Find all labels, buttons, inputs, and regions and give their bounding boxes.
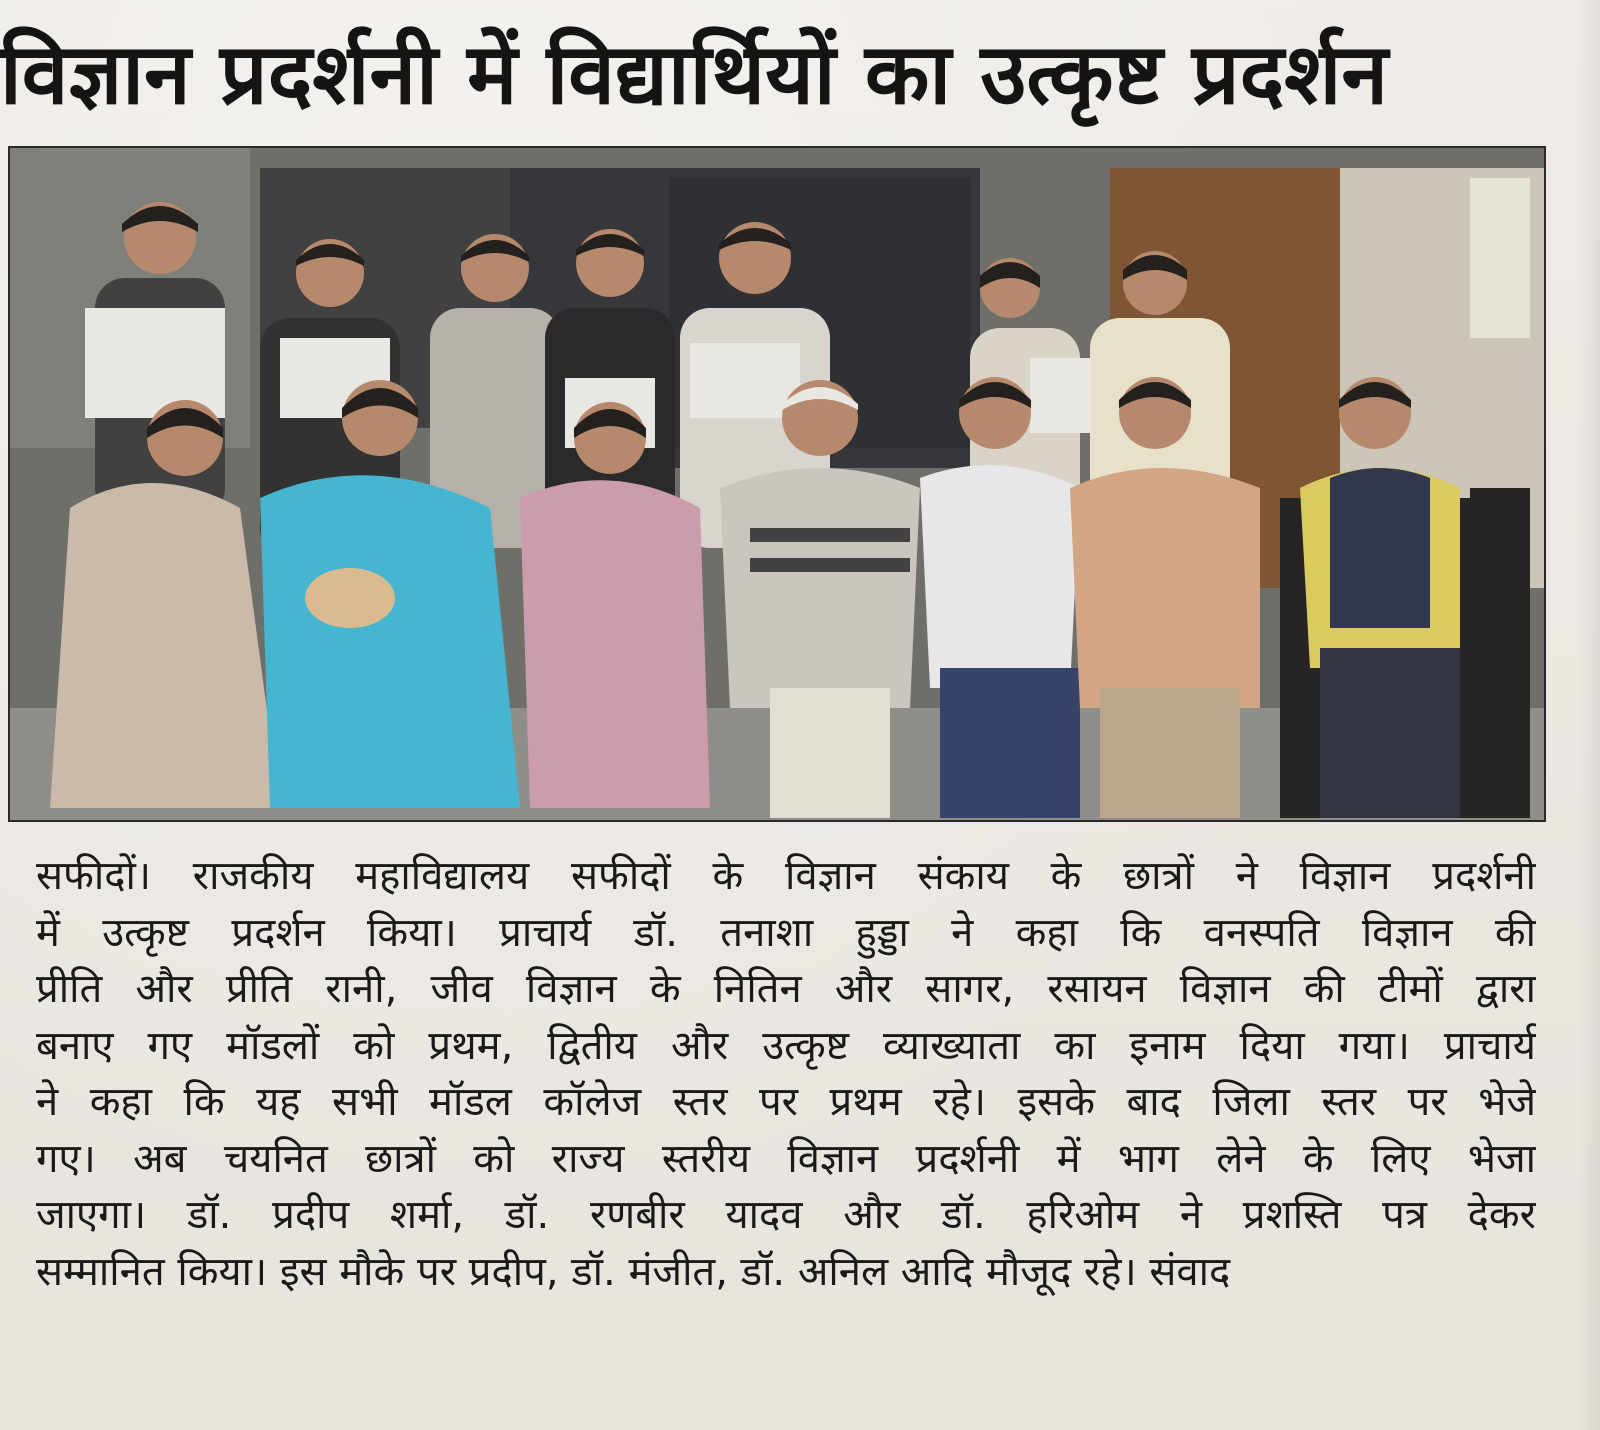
article-body: [36, 848, 1536, 1300]
article-line: सम्मानित किया। इस मौके पर प्रदीप, डॉ. मंजीत, डॉ. अनिल आदि मौजूद रहे। संवाद: [36, 1248, 1231, 1295]
group-photo-illustration: [10, 148, 1544, 820]
article-line: सफीदों। राजकीय महाविद्यालय सफीदों के विज्ञान संकाय के छात्रों ने विज्ञान प्रदर्शनी: [36, 853, 1536, 899]
article-line: जाएगा। डॉ. प्रदीप शर्मा, डॉ. रणबीर यादव और डॉ. हरिओम ने प्रशस्ति पत्र देकर: [36, 1192, 1536, 1238]
headline: विज्ञान प्रदर्शनी में विद्यार्थियों का उत्कृष्ट प्रदर्शन: [0, 25, 1389, 123]
article-line: ने कहा कि यह सभी मॉडल कॉलेज स्तर पर प्रथम रहे। इसके बाद जिला स्तर पर भेजे: [36, 1079, 1536, 1125]
article-line: गए। अब चयनित छात्रों को राज्य स्तरीय विज्ञान प्रदर्शनी में भाग लेने के लिए भेजा: [36, 1135, 1536, 1182]
article-line: बनाए गए मॉडलों को प्रथम, द्वितीय और उत्कृष्ट व्याख्याता का इनाम दिया गया। प्राचार्य: [36, 1022, 1536, 1069]
photo-tint: [10, 148, 1544, 820]
paper-fold-shadow: [1578, 0, 1600, 1430]
group-photo: [8, 146, 1546, 822]
article-line: प्रीति और प्रीति रानी, जीव विज्ञान के नितिन और सागर, रसायन विज्ञान की टीमों द्वारा: [36, 966, 1536, 1012]
article-line: में उत्कृष्ट प्रदर्शन किया। प्राचार्य डॉ. तनाशा हुड्डा ने कहा कि वनस्पति विज्ञान की: [36, 909, 1536, 956]
